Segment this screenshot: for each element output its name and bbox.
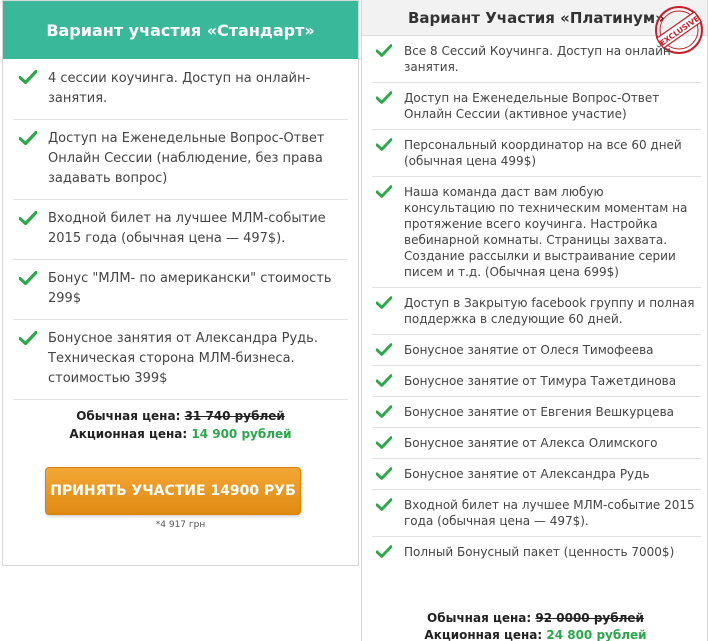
check-icon: [376, 374, 392, 387]
check-icon: [19, 331, 37, 345]
feature-item: [372, 537, 701, 567]
regular-price-value: 92 0000 рублей: [535, 611, 644, 625]
feature-text: Наша команда даст вам любую консультацию по техническим моментам на протяжение всего коучинга. Настройка вебинарной комнаты. Страницы захвата. Создание рассылки и выстраивание серии писем и т.д. (Обычная цена 699$): [404, 185, 688, 279]
promo-price-value: 14 900 рублей: [191, 427, 292, 441]
feature-text: Бонусное занятие от Олеся Тимофеева: [404, 343, 654, 357]
feature-text: Доступ на Еженедельные Вопрос-Ответ Онлайн Сессии (активное участие): [404, 91, 660, 121]
standard-feature-list: [3, 59, 358, 400]
feature-text: Бонусное занятия от Александра Рудь. Техническая сторона МЛМ-бизнеса. стоимостью 399$: [48, 331, 318, 386]
feature-item: [372, 288, 701, 335]
feature-text: Бонусное занятие от Евгения Вешкурцева: [404, 405, 674, 419]
regular-price-label: Обычная цена:: [76, 409, 181, 423]
stamp-label: EXCLUSIVE: [658, 13, 701, 48]
check-icon: [19, 271, 37, 285]
feature-item: [372, 335, 701, 366]
check-icon: [376, 296, 392, 309]
check-icon: [376, 343, 392, 356]
platinum-promo-price: [362, 627, 708, 641]
feature-item: [372, 177, 701, 288]
feature-text: Бонусное занятие от Тимура Тажетдинова: [404, 374, 677, 388]
feature-text: Все 8 Сессий Коучинга. Доступ на онлайн занятия.: [404, 44, 671, 74]
check-icon: [376, 436, 392, 449]
feature-item: [13, 59, 348, 120]
check-icon: [376, 185, 392, 198]
check-icon: [376, 545, 392, 558]
check-icon: [19, 70, 37, 84]
feature-item: [13, 120, 348, 200]
standard-prices: [3, 407, 358, 443]
platinum-regular-price: [362, 610, 708, 627]
regular-price-value: 31 740 рублей: [184, 409, 285, 423]
feature-item: [13, 320, 348, 400]
check-icon: [376, 91, 392, 104]
feature-item: [372, 83, 701, 130]
feature-text: Доступ на Еженедельные Вопрос-Ответ Онлайн Сессии (наблюдение, без права задавать вопрос): [48, 131, 325, 186]
platinum-prices: [362, 610, 708, 641]
platinum-plan-title: Вариант Участия «Платинум»: [362, 0, 707, 36]
feature-item: [372, 397, 701, 428]
feature-item: [372, 36, 701, 83]
feature-item: [372, 428, 701, 459]
join-standard-button[interactable]: ПРИНЯТЬ УЧАСТИЕ 14900 РУБ: [45, 467, 301, 515]
feature-text: Бонусное занятие от Александра Рудь: [404, 467, 650, 481]
feature-text: Бонусное занятие от Алекса Олимского: [404, 436, 658, 450]
price-note: *4 917 грн: [155, 520, 206, 530]
platinum-feature-list: [362, 36, 707, 567]
check-icon: [376, 138, 392, 151]
feature-text: Персональный координатор на все 60 дней (обычная цена 499$): [404, 138, 682, 168]
check-icon: [19, 131, 37, 145]
check-icon: [376, 44, 392, 57]
check-icon: [19, 211, 37, 225]
check-icon: [376, 498, 392, 511]
feature-text: Полный Бонусный пакет (ценность 7000$): [404, 545, 675, 559]
feature-text: Бонус "МЛМ- по американски" стоимость 299$: [48, 271, 332, 306]
platinum-plan-card: [361, 0, 708, 641]
feature-text: Входной билет на лучшее МЛМ-событие 2015 года (обычная цена — 497$).: [48, 211, 326, 246]
check-icon: [376, 467, 392, 480]
check-icon: [376, 405, 392, 418]
feature-item: [372, 459, 701, 490]
feature-item: [13, 200, 348, 260]
promo-price-label: Акционная цена:: [69, 427, 188, 441]
feature-item: [372, 130, 701, 177]
standard-plan-title: Вариант участия «Стандарт»: [3, 1, 358, 59]
regular-price-label: Обычная цена:: [427, 611, 532, 625]
feature-item: [372, 366, 701, 397]
feature-text: Доступ в Закрытую facebook группу и полная поддержка в следующие 60 дней.: [404, 296, 695, 326]
standard-plan-card: [2, 0, 359, 566]
promo-price-value: 24 800 рублей: [546, 628, 647, 641]
feature-text: 4 сессии коучинга. Доступ на онлайн-занятия.: [48, 71, 311, 106]
promo-price-label: Акционная цена:: [424, 628, 543, 641]
standard-regular-price: [3, 407, 358, 425]
standard-promo-price: [3, 425, 358, 443]
feature-item: [372, 490, 701, 537]
feature-item: [13, 260, 348, 320]
feature-text: Входной билет на лучшее МЛМ-событие 2015 года (обычная цена — 497$).: [404, 498, 695, 528]
